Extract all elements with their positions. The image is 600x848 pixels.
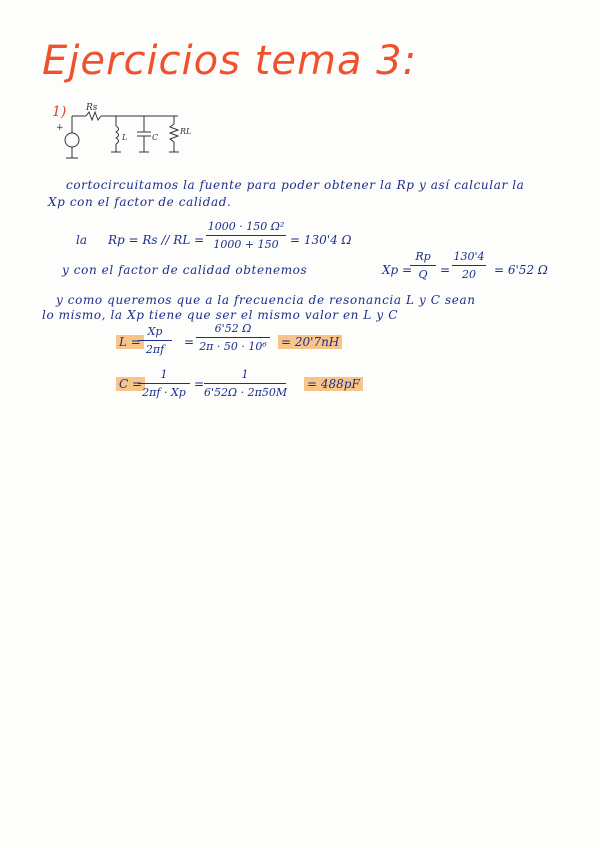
c-eq: = [194, 377, 205, 391]
xp-text: y con el factor de calidad obtenemos [62, 263, 308, 277]
label-rs: Rs [86, 103, 98, 113]
rp-numerator: 1000 · 150 Ω² [207, 220, 285, 233]
xp-result: = 6'52 Ω [494, 263, 548, 277]
rp-fraction [206, 220, 286, 251]
exercise-number: 1) [52, 104, 67, 120]
xp-lhs: Xp = [382, 263, 413, 277]
l-result-text: = 20'7nH [278, 335, 342, 349]
c-fraction2 [204, 368, 286, 399]
rp-result: = 130'4 Ω [290, 233, 352, 247]
xp-fraction1 [410, 250, 436, 281]
c-lhs-text: C = [116, 377, 145, 391]
paragraph2-line1: y como queremos que a la frecuencia de resonancia L y C sean [56, 293, 476, 307]
xp-den2: 20 [462, 268, 476, 281]
label-l: L [122, 133, 128, 142]
xp-eq: = [440, 263, 451, 277]
page-title: Ejercicios tema 3: [42, 38, 418, 84]
xp-fraction2 [452, 250, 486, 281]
paragraph1-line1: cortocircuitamos la fuente para poder obtener la Rp y así calcular la [66, 178, 525, 192]
c-num1: 1 [160, 368, 168, 381]
l-num2: 6'52 Ω [214, 322, 252, 335]
paragraph2-line2: lo mismo, la Xp tiene que ser el mismo valor en L y C [42, 308, 398, 322]
rp-prefix: la [76, 233, 87, 247]
l-lhs-text: L = [116, 335, 144, 349]
c-den1: 2πf · Xp [142, 386, 186, 399]
rp-lhs: Rp = Rs // RL = [108, 233, 205, 247]
l-fraction1 [138, 325, 172, 356]
label-rl: RL [180, 127, 192, 136]
xp-num2: 130'4 [453, 250, 485, 263]
circuit-diagram [50, 100, 210, 162]
label-c: C [152, 133, 159, 142]
c-result [304, 377, 363, 391]
c-result-text: = 488pF [304, 377, 363, 391]
paragraph1-line2: Xp con el factor de calidad. [48, 195, 232, 209]
l-eq: = [184, 335, 195, 349]
l-result [278, 335, 342, 349]
c-fraction1 [138, 368, 190, 399]
xp-den1: Q [418, 268, 428, 281]
rp-denominator: 1000 + 150 [213, 238, 279, 251]
c-den2: 6'52Ω · 2π50M [204, 386, 288, 399]
c-num2: 1 [241, 368, 249, 381]
label-plus: + [56, 123, 64, 133]
l-den1: 2πf [145, 343, 165, 356]
l-den2: 2π · 50 · 10⁶ [199, 340, 267, 353]
l-fraction2 [196, 322, 270, 353]
xp-num1: Rp [415, 250, 431, 263]
l-num1: Xp [147, 325, 163, 338]
